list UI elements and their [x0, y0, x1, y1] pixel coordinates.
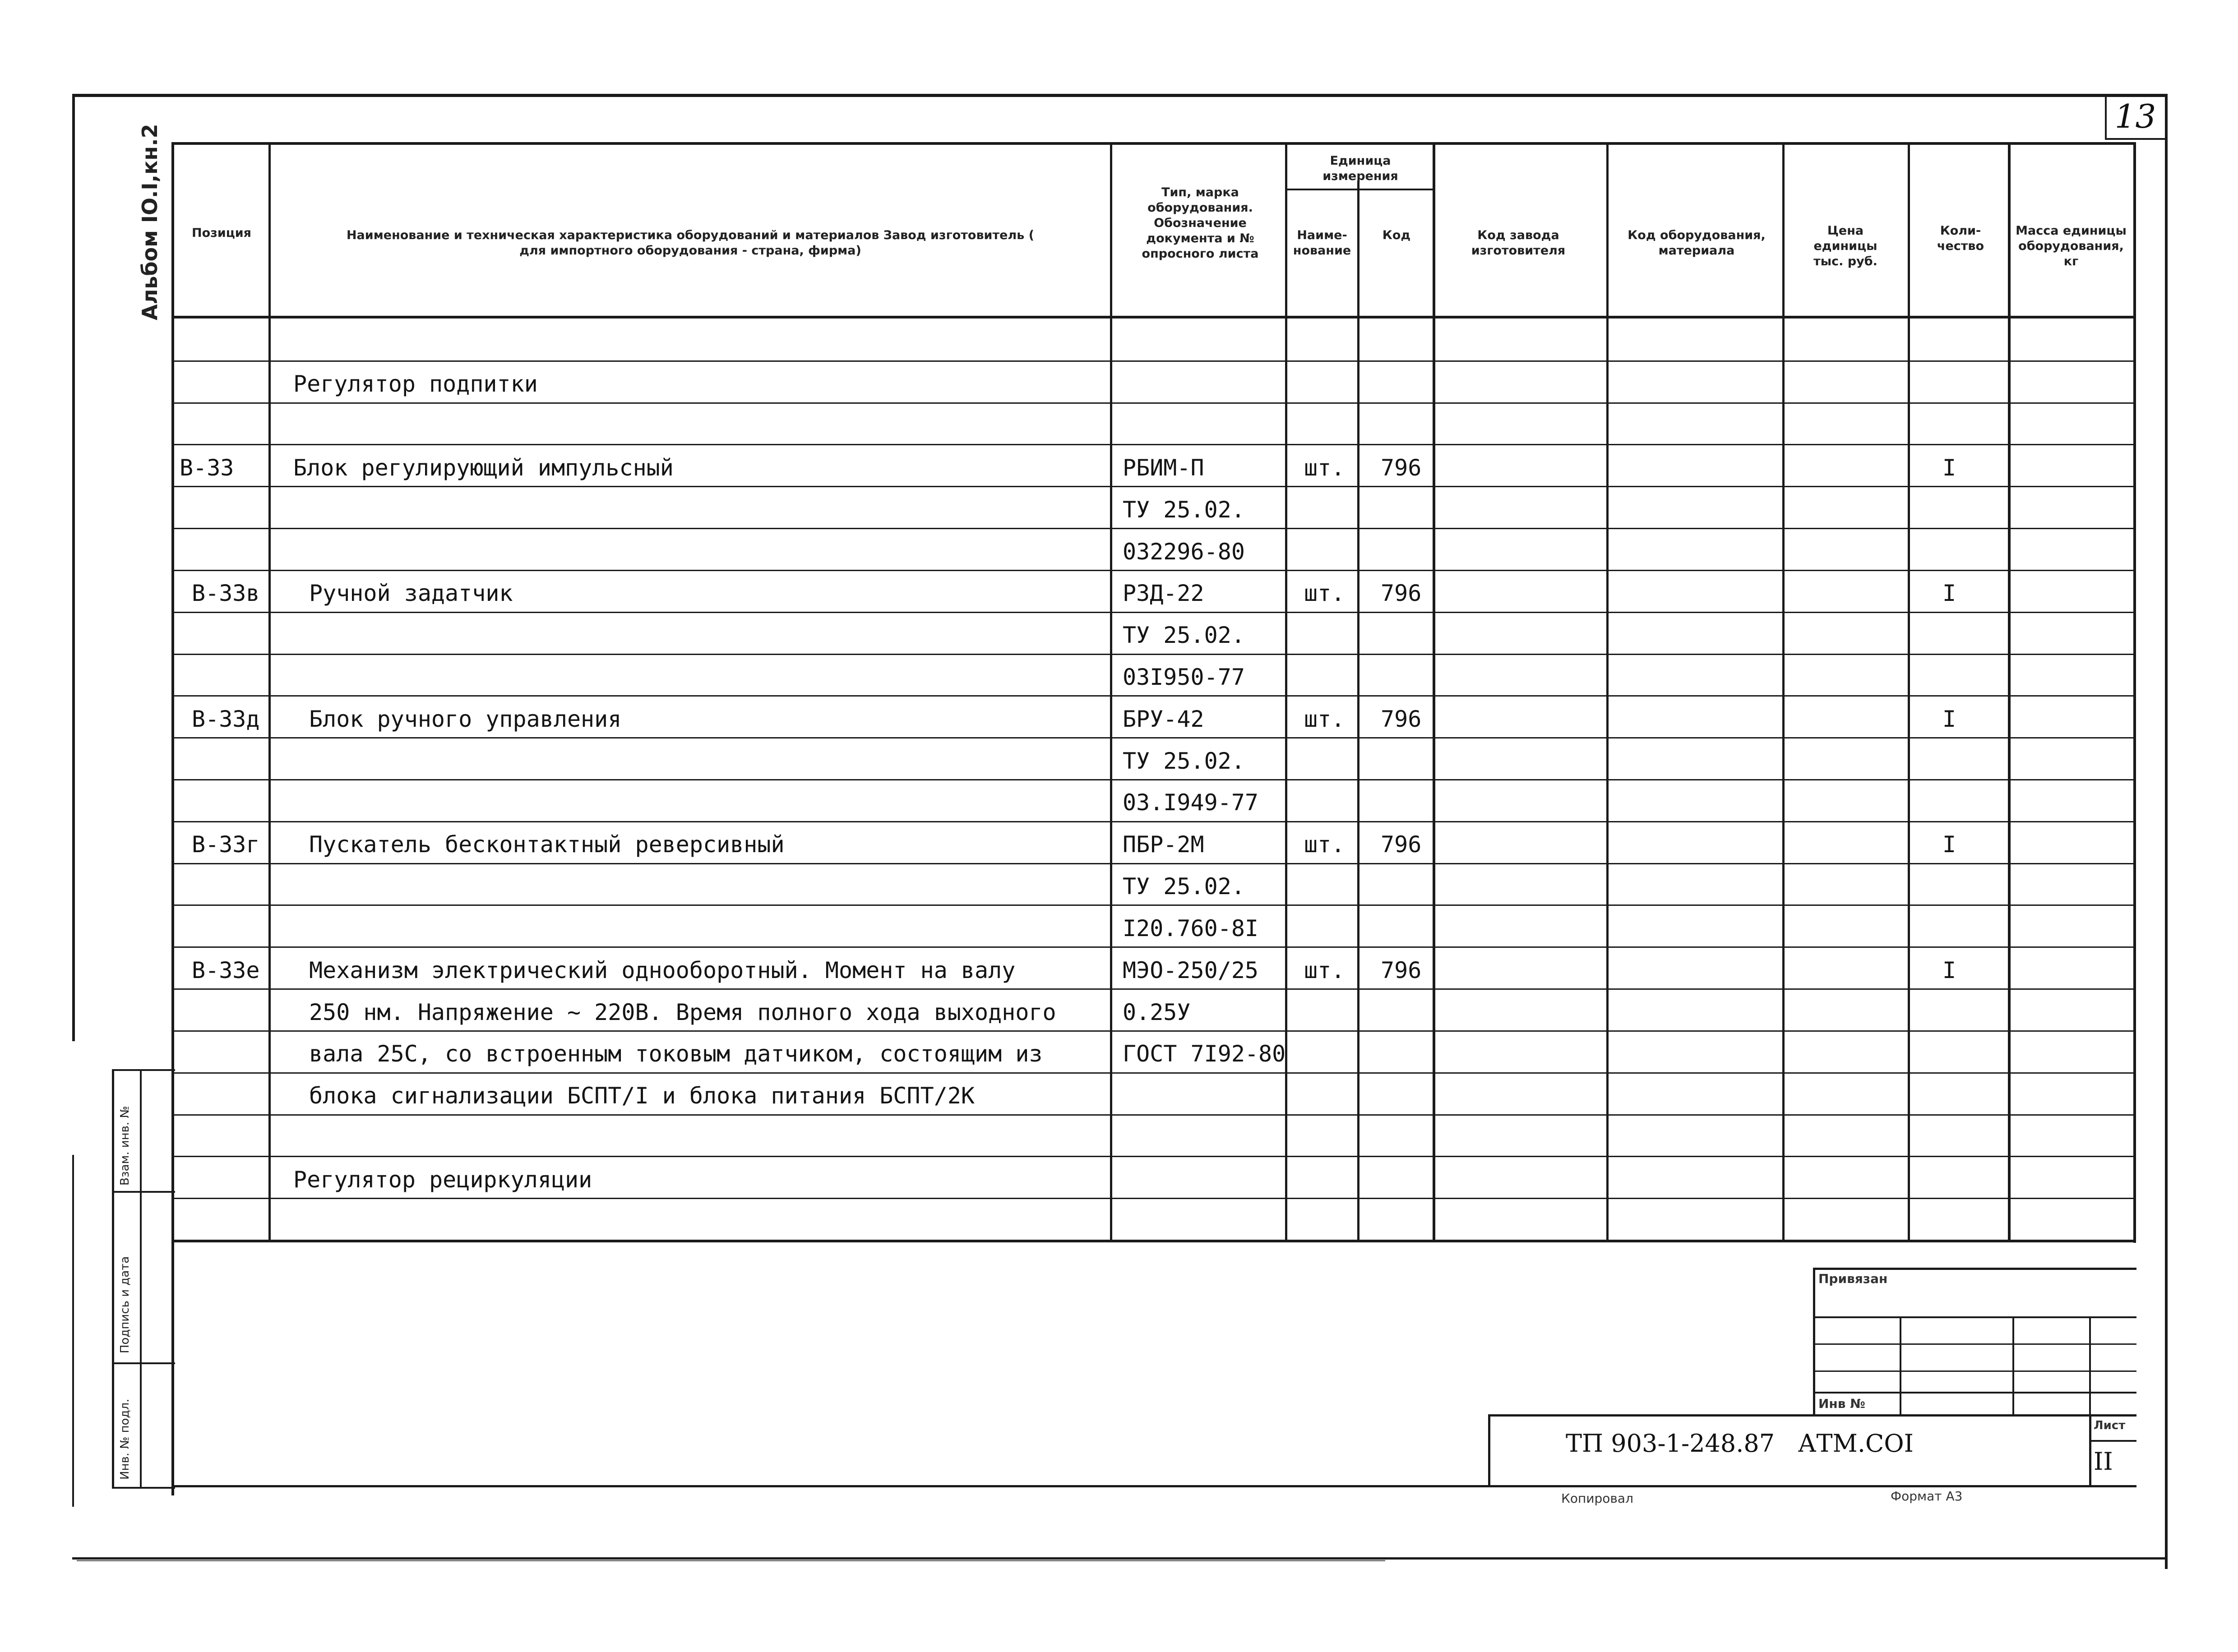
side-label-inv: Инв. № подл. [118, 1398, 132, 1480]
table-frame-right [2133, 142, 2136, 1243]
sheet-value: II [2094, 1447, 2113, 1476]
cell-name: Ручной задатчик [309, 580, 513, 606]
header-qty: Коли-чество [1937, 224, 1984, 253]
row-divider [171, 946, 2134, 948]
cell-type: ТУ 25.02. [1123, 622, 1245, 648]
outer-border-bottom [72, 1557, 2168, 1560]
cell-unit: шт. [1304, 580, 1345, 606]
title-block-sheetsep [2089, 1414, 2091, 1486]
row-divider [171, 486, 2134, 487]
row-divider [171, 821, 2134, 822]
header-type: Тип, марка оборудования. Обозначение документа и № опросного листа [1142, 185, 1259, 261]
stamp-row2 [1814, 1343, 2136, 1345]
stamp-inv-no: Инв № [1818, 1396, 1865, 1411]
stamp-row4 [1814, 1392, 2136, 1394]
cell-unit-code: 796 [1381, 957, 1422, 983]
scan-bottom-line [77, 1560, 1385, 1561]
row-divider [171, 1072, 2134, 1074]
row-divider [171, 570, 2134, 571]
outer-border-top [72, 94, 2166, 97]
outer-border-left-low [72, 1155, 74, 1507]
cell-type: ТУ 25.02. [1123, 497, 1245, 523]
header-unit-name: Наиме-нование [1293, 228, 1351, 258]
corner-box-bottom [2105, 138, 2166, 140]
cell-unit-code: 796 [1381, 580, 1422, 606]
cell-type: I20.760-8I [1123, 915, 1259, 941]
cell-type: ТУ 25.02. [1123, 873, 1245, 900]
cell-type: 0.25У [1123, 999, 1191, 1025]
row-divider [171, 654, 2134, 655]
cell-name: Блок регулирующий импульсный [293, 455, 674, 481]
cell-type: ТУ 25.02. [1123, 748, 1245, 774]
cell-type: РБИМ-П [1123, 455, 1204, 481]
row-divider [171, 988, 2134, 990]
cell-quantity: I [1942, 706, 1956, 732]
stamp-col1 [1900, 1316, 1901, 1416]
col-line-type [1285, 142, 1287, 1241]
cell-position: В-33 [180, 455, 234, 481]
album-label: Альбом IO.I,кн.2 [138, 124, 162, 320]
header-bottom [171, 316, 2134, 318]
cell-type: 03I950-77 [1123, 664, 1245, 690]
col-line-price [1908, 142, 1910, 1241]
header-price: Цена единицы тыс. руб. [1813, 224, 1877, 268]
cell-name: вала 25С, со встроенным токовым датчиком, состоящим из [309, 1041, 1043, 1067]
row-divider [171, 863, 2134, 864]
row-divider [171, 402, 2134, 404]
col-line-equip [1782, 142, 1785, 1241]
side-strip-bottom [112, 1487, 175, 1489]
row-divider [171, 737, 2134, 738]
cell-position: В-33е [192, 957, 260, 983]
title-block-sheetrow [2089, 1440, 2136, 1442]
side-strip-div2 [112, 1362, 175, 1364]
row-divider [171, 904, 2134, 906]
cell-quantity: I [1942, 455, 1956, 481]
cell-unit: шт. [1304, 831, 1345, 858]
cell-quantity: I [1942, 831, 1956, 858]
side-strip-left [112, 1069, 114, 1489]
cell-name: Регулятор подпитки [293, 371, 538, 397]
col-line-unitname [1357, 180, 1359, 1241]
side-label-vzam: Взам. инв. № [118, 1106, 132, 1186]
cell-type: БРУ-42 [1123, 706, 1204, 732]
table-frame-top [171, 142, 2134, 145]
cell-position: В-33г [192, 831, 260, 858]
header-mass: Масса единицы оборудования, кг [2016, 224, 2127, 268]
col-line-qty [2008, 142, 2011, 1241]
cell-position: В-33в [192, 580, 260, 606]
corner-sheet-number: 13 [2114, 97, 2156, 135]
side-strip-top [112, 1069, 175, 1071]
stamp-privyazan-top [1814, 1268, 2136, 1270]
row-divider [171, 779, 2134, 780]
side-label-podpis: Подпись и дата [118, 1256, 132, 1353]
cell-unit: шт. [1304, 957, 1345, 983]
row-divider [171, 612, 2134, 613]
format-label: Формат А3 [1891, 1489, 1963, 1504]
side-strip-div1 [112, 1191, 175, 1193]
cell-unit: шт. [1304, 455, 1345, 481]
cell-name: 250 нм. Напряжение ~ 220В. Время полного хода выходного [309, 999, 1056, 1025]
row-divider [171, 1114, 2134, 1116]
col-line-factory [1606, 142, 1609, 1241]
header-name: Наименование и техническая характеристика оборудований и материалов Завод изготовитель ( для импортного оборудования - страна, фирма) [346, 228, 1035, 258]
row-divider [171, 528, 2134, 529]
cell-type: МЭО-250/25 [1123, 957, 1259, 983]
title-block-top [1489, 1414, 2136, 1417]
cell-unit-code: 796 [1381, 455, 1422, 481]
body-bottom [171, 1240, 2134, 1242]
sheet-label: Лист [2094, 1419, 2126, 1432]
cell-type: РЗД-22 [1123, 580, 1204, 606]
cell-unit-code: 796 [1381, 831, 1422, 858]
cell-name: Пускатель бесконтактный реверсивный [309, 831, 785, 858]
cell-name: Механизм электрический однооборотный. Момент на валу [309, 957, 1016, 983]
title-block-left [1488, 1414, 1490, 1486]
cell-position: В-33д [192, 706, 260, 732]
stamp-col3 [2089, 1316, 2091, 1416]
document-code: ТП 903-1-248.87 АТМ.СОI [1566, 1429, 1914, 1458]
header-unit: Единица измерения [1322, 154, 1398, 183]
outer-border-left [72, 94, 75, 1041]
row-divider [171, 360, 2134, 362]
table-frame-bottom [171, 1485, 2136, 1487]
stamp-col2 [2012, 1316, 2014, 1416]
row-divider [171, 1156, 2134, 1157]
cell-quantity: I [1942, 957, 1956, 983]
col-line-pos [268, 142, 271, 1241]
header-factory-code: Код завода изготовителя [1471, 228, 1566, 258]
unit-header-divider [1285, 189, 1434, 190]
col-line-unitcode [1433, 142, 1435, 1241]
stamp-row3 [1814, 1371, 2136, 1372]
cell-name: блока сигнализации БСПТ/I и блока питания БСПТ/2К [309, 1083, 975, 1109]
col-line-name [1110, 142, 1112, 1241]
stamp-privyazan-left [1813, 1268, 1815, 1417]
row-divider [171, 444, 2134, 445]
cell-name: Блок ручного управления [309, 706, 622, 732]
header-equip-code: Код оборудования, материала [1628, 228, 1766, 258]
cell-type: 03.I949-77 [1123, 789, 1259, 816]
side-strip-mid [140, 1069, 142, 1489]
row-divider [171, 1198, 2134, 1199]
header-unit-code: Код [1382, 228, 1411, 242]
kopiroval-label: Копировал [1561, 1491, 1633, 1506]
header-pos: Позиция [191, 226, 252, 240]
row-divider [171, 1030, 2134, 1032]
cell-quantity: I [1942, 580, 1956, 606]
stamp-row1 [1814, 1316, 2136, 1318]
cell-type: 032296-80 [1123, 539, 1245, 565]
table-frame-left [171, 142, 174, 1495]
corner-box-left [2105, 95, 2107, 140]
row-divider [171, 695, 2134, 697]
stamp-privyazan: Привязан [1818, 1271, 1888, 1286]
cell-type: ГОСТ 7I92-80 [1123, 1041, 1286, 1067]
cell-unit: шт. [1304, 706, 1345, 732]
cell-name: Регулятор рециркуляции [293, 1167, 592, 1193]
outer-border-right [2165, 94, 2168, 1569]
cell-type: ПБР-2М [1123, 831, 1204, 858]
cell-unit-code: 796 [1381, 706, 1422, 732]
